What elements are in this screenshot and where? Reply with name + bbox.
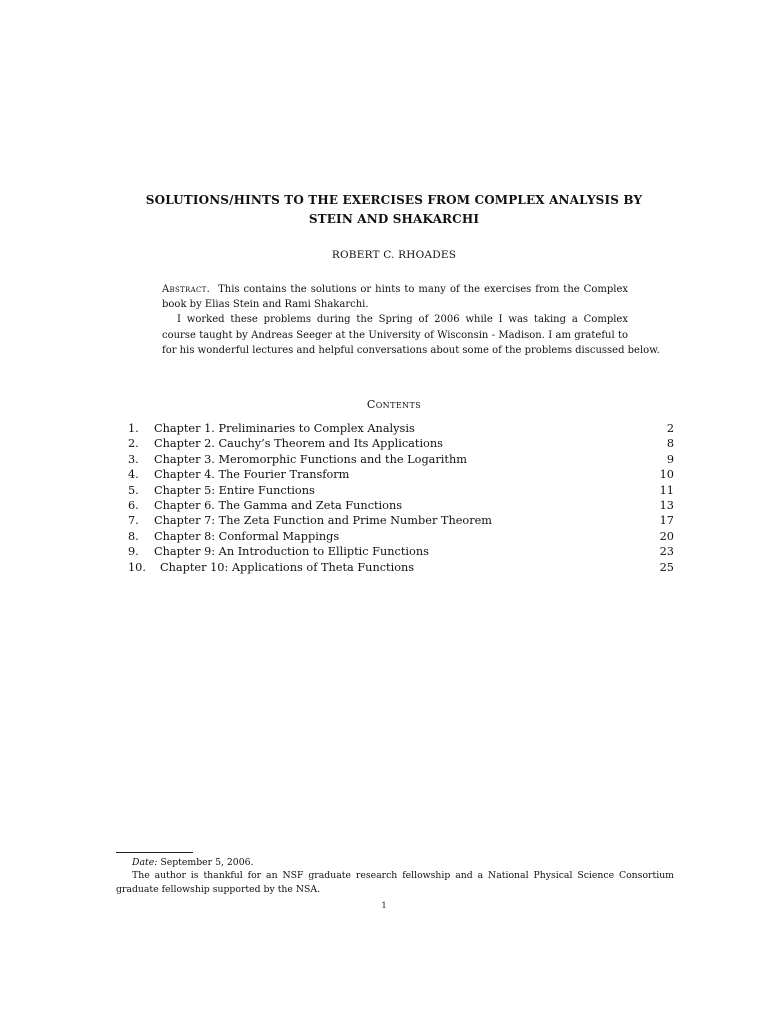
title-line-1: SOLUTIONS/HINTS TO THE EXERCISES FROM COMPLEX ANALYSIS BY bbox=[145, 193, 643, 207]
abstract-text-1: This contains the solutions or hints to many of the exercises from the Complex bbox=[218, 284, 628, 295]
toc-page: 25 bbox=[659, 560, 674, 574]
toc-number: 8. bbox=[128, 529, 139, 543]
abstract-line-3: I worked these problems during the Spring of 2006 while I was taking a Complex bbox=[177, 314, 628, 326]
toc-number: 6. bbox=[128, 498, 139, 512]
toc-entry-8[interactable] bbox=[128, 529, 674, 544]
toc-page: 13 bbox=[659, 498, 674, 512]
footnote-rule bbox=[116, 852, 193, 853]
toc-page: 8 bbox=[666, 437, 674, 451]
contents-heading: Contents bbox=[366, 398, 422, 411]
toc-page: 11 bbox=[659, 483, 674, 497]
toc-label: Chapter 1. Preliminaries to Complex Analysis bbox=[154, 422, 415, 435]
footnote-date bbox=[116, 856, 674, 869]
toc-label: Chapter 7: The Zeta Function and Prime Number Theorem bbox=[154, 514, 493, 528]
toc-entry-9[interactable] bbox=[128, 544, 674, 559]
toc-entry-1[interactable] bbox=[128, 421, 674, 436]
toc-entry-3[interactable] bbox=[128, 452, 674, 467]
abstract-label: Abstract. bbox=[162, 284, 211, 295]
footnote-line-1: The author is thankful for an NSF graduate research fellowship and a National Physical Science Consortium bbox=[132, 870, 674, 882]
toc-label: Chapter 8: Conformal Mappings bbox=[154, 529, 340, 543]
paper-title bbox=[110, 191, 678, 229]
toc-page: 2 bbox=[666, 422, 674, 435]
toc-number: 10. bbox=[128, 560, 146, 574]
toc-label: Chapter 3. Meromorphic Functions and the Logarithm bbox=[154, 452, 467, 466]
toc-page: 9 bbox=[666, 452, 674, 466]
page-number: 1 bbox=[381, 901, 387, 910]
toc-label: Chapter 4. The Fourier Transform bbox=[154, 468, 350, 482]
title-line-2: STEIN AND SHAKARCHI bbox=[308, 212, 480, 226]
toc-label: Chapter 10: Applications of Theta Functions bbox=[160, 560, 415, 574]
footnote-line-2: graduate fellowship supported by the NSA. bbox=[116, 883, 321, 895]
toc-number: 1. bbox=[128, 422, 139, 435]
author-name: ROBERT C. RHOADES bbox=[331, 249, 457, 261]
footnote-date-label: Date: bbox=[132, 857, 158, 868]
toc-page: 10 bbox=[659, 468, 674, 482]
footnote-date-value: September 5, 2006. bbox=[160, 857, 254, 868]
toc-label: Chapter 5: Entire Functions bbox=[154, 483, 315, 497]
toc-number: 2. bbox=[128, 437, 139, 451]
toc-label: Chapter 6. The Gamma and Zeta Functions bbox=[154, 498, 403, 512]
toc-entry-10[interactable] bbox=[128, 560, 674, 575]
abstract bbox=[162, 282, 660, 358]
toc-entry-5[interactable] bbox=[128, 483, 674, 498]
abstract-line-2: book by Elias Stein and Rami Shakarchi. bbox=[162, 299, 369, 311]
toc-label: Chapter 9: An Introduction to Elliptic Functions bbox=[154, 545, 429, 559]
toc-number: 4. bbox=[128, 468, 139, 482]
abstract-line-5: for his wonderful lectures and helpful conversations about some of the problems discussed below. bbox=[162, 344, 660, 356]
toc-entry-4[interactable] bbox=[128, 467, 674, 482]
footnote bbox=[116, 856, 674, 896]
table-of-contents bbox=[128, 421, 674, 575]
abstract-line-1 bbox=[162, 282, 628, 297]
toc-number: 9. bbox=[128, 545, 139, 559]
toc-entry-6[interactable] bbox=[128, 498, 674, 513]
toc-label: Chapter 2. Cauchy’s Theorem and Its Applications bbox=[154, 437, 443, 451]
toc-page: 20 bbox=[659, 529, 674, 543]
toc-number: 5. bbox=[128, 483, 139, 497]
toc-page: 17 bbox=[659, 514, 674, 528]
toc-page: 23 bbox=[659, 545, 674, 559]
abstract-line-4: course taught by Andreas Seeger at the University of Wisconsin - Madison. I am grateful to bbox=[162, 329, 628, 341]
toc-number: 7. bbox=[128, 514, 139, 528]
toc-entry-7[interactable] bbox=[128, 513, 674, 528]
toc-entry-2[interactable] bbox=[128, 436, 674, 451]
toc-number: 3. bbox=[128, 452, 139, 466]
